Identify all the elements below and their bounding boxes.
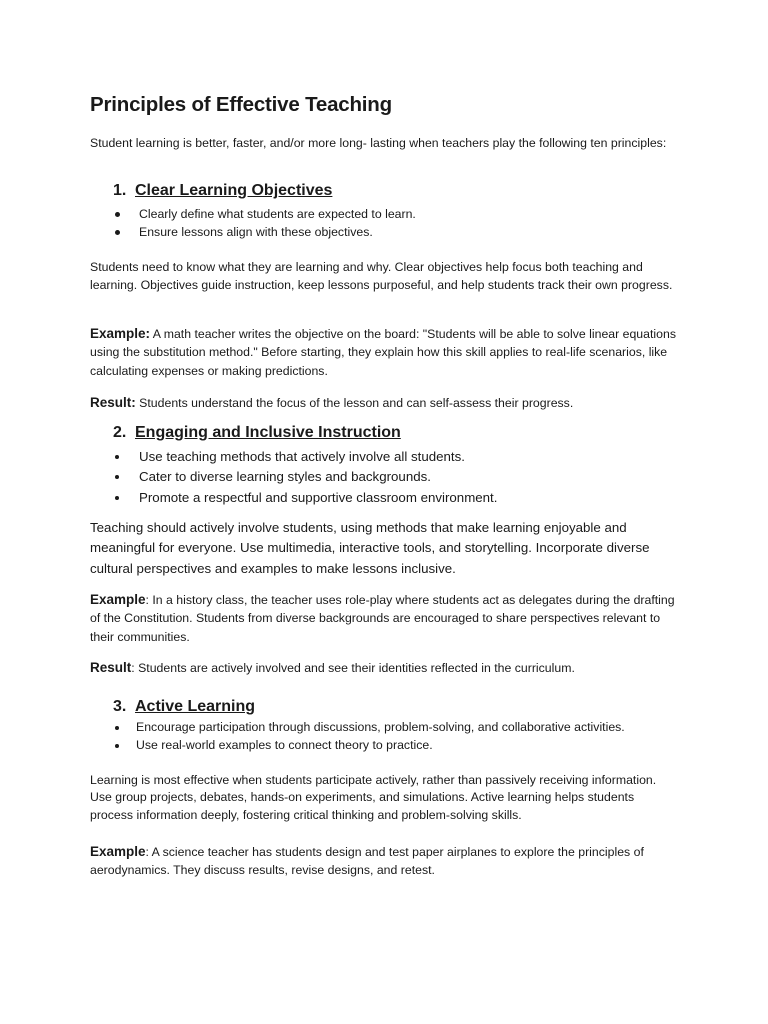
bullet-icon (115, 496, 119, 500)
section-title: Clear Learning Objectives (135, 182, 333, 199)
intro-paragraph: Student learning is better, faster, and/or more long- lasting when teachers play the following ten principles: (90, 136, 667, 150)
section-number: 3. (113, 698, 127, 715)
result-label: Result: (90, 395, 136, 410)
result-text: Students understand the focus of the lesson and can self-assess their progress. (135, 396, 574, 410)
bullet-icon (115, 726, 119, 730)
bullet-list (113, 205, 416, 242)
list-item: Cater to diverse learning styles and backgrounds. (113, 467, 497, 487)
section-paragraph: Teaching should actively involve students, using methods that make learning enjoyable and meaningful for everyone. Use multimedia, interactive tools, and storytelling. Incorporate diverse cultural perspectives and examples to make lessons inclusive. (90, 520, 650, 576)
example-label: Example: (90, 326, 151, 341)
result-paragraph (90, 659, 680, 677)
example-text: A math teacher writes the objective on the board: "Students will be able to solve linear equations using the substitution method." Before starting, they explain how this skill applies to real-life scenarios, like calculating expenses or making predictions. (90, 327, 676, 378)
list-item: Clearly define what students are expected to learn. (113, 205, 416, 223)
document-title: Principles of Effective Teaching (90, 93, 392, 116)
example-text: : In a history class, the teacher uses role-play where students act as delegates during the drafting of the Constitution. Students from diverse backgrounds are encouraged to share perspectives relevant to their communities. (90, 593, 675, 644)
bullet-list (113, 719, 625, 754)
bullet-icon (115, 230, 120, 235)
bullet-icon (115, 212, 120, 217)
list-item: Ensure lessons align with these objectives. (113, 223, 416, 241)
bullet-icon (115, 744, 119, 748)
bullet-icon (115, 475, 119, 479)
section-number: 1. (113, 182, 127, 199)
list-item: Encourage participation through discussions, problem-solving, and collaborative activities. (113, 719, 625, 737)
section-paragraph: Students need to know what they are learning and why. Clear objectives help focus both teaching and learning. Objectives guide instruction, keep lessons purposeful, and help students track their own progress. (90, 260, 673, 293)
bullet-icon (115, 455, 119, 459)
example-paragraph (90, 325, 680, 380)
section-title: Active Learning (135, 698, 256, 715)
example-label: Example (90, 844, 146, 859)
example-paragraph (90, 843, 680, 879)
section-heading-1 (113, 182, 332, 200)
section-title: Engaging and Inclusive Instruction (135, 424, 401, 441)
example-text: : A science teacher has students design and test paper airplanes to explore the principles of aerodynamics. They discuss results, revise designs, and retest. (90, 845, 644, 877)
result-text: : Students are actively involved and see their identities reflected in the curriculum. (131, 661, 575, 675)
example-paragraph (90, 591, 680, 646)
section-heading-2 (113, 424, 401, 442)
section-number: 2. (113, 424, 127, 441)
list-item: Use real-world examples to connect theory to practice. (113, 737, 625, 755)
result-label: Result (90, 660, 132, 675)
section-heading-3 (113, 698, 255, 716)
list-item: Use teaching methods that actively involve all students. (113, 447, 497, 467)
example-label: Example (90, 592, 146, 607)
bullet-list (113, 447, 497, 508)
section-paragraph: Learning is most effective when students participate actively, rather than passively receiving information. Use group projects, debates, hands-on experiments, and simulations. Active learning helps students process information deeply, fostering critical thinking and problem-solving skills. (90, 773, 657, 822)
list-item: Promote a respectful and supportive classroom environment. (113, 488, 497, 508)
result-paragraph (90, 394, 680, 412)
